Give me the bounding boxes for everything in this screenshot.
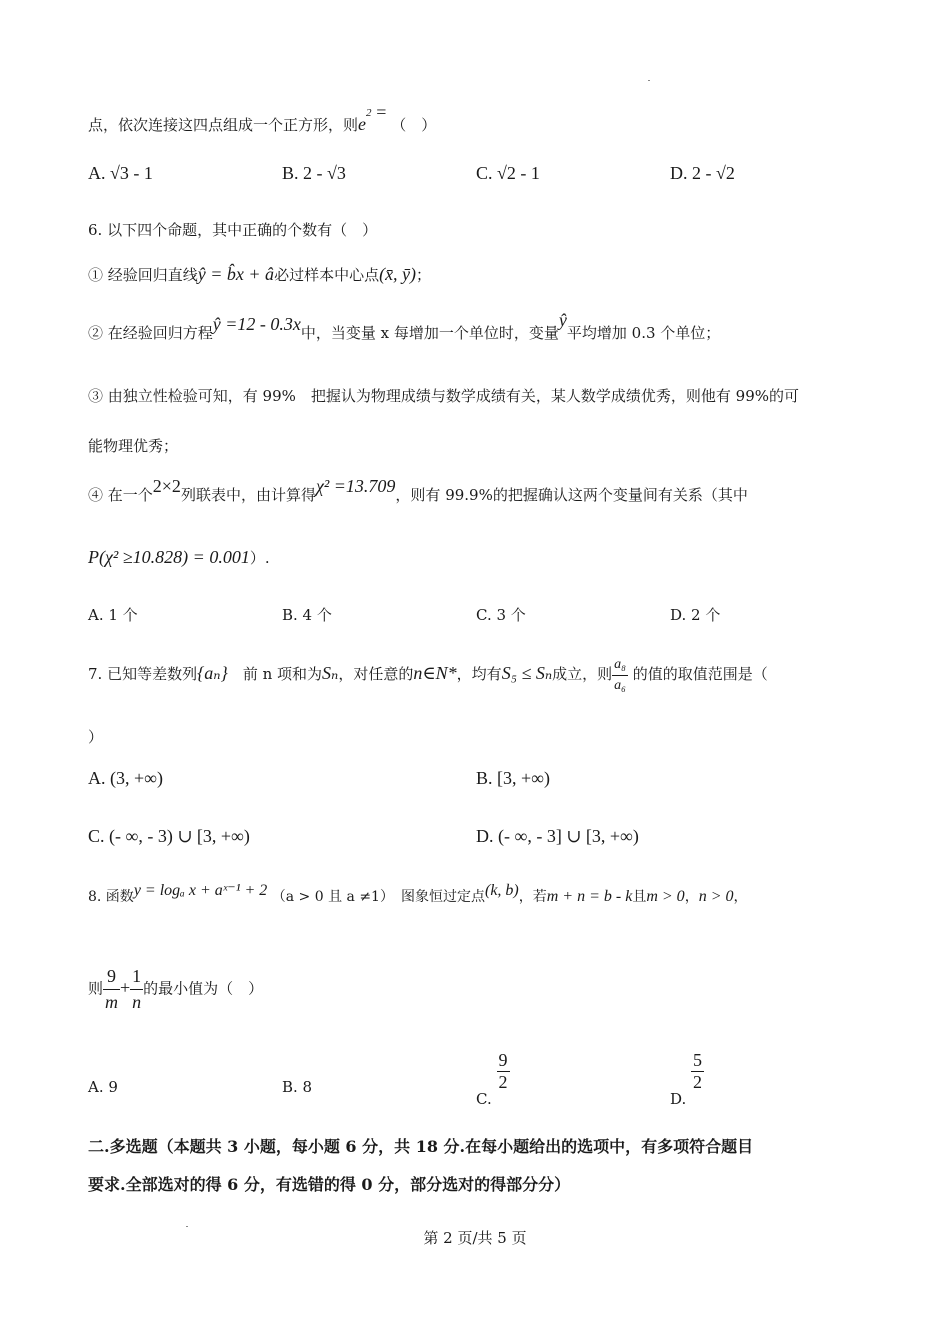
q8-function: y = logₐ x + aˣ⁻¹ + 2 <box>133 882 268 899</box>
q7-stem: 7. 已知等差数列{aₙ} 前 n 项和为Sₙ，对任意的n∈N*，均有S₅ ≤ Sₙ成立，则 $\frac{\text{a₈}}{\text{a₆}}$ 的值的取值范围是（ <box>88 655 862 695</box>
q6-item-2: ② 在经验回归方程ŷ =12 - 0.3x中，当变量 x 每增加一个单位时，变量ŷ平均增加 0.3 个单位； <box>88 310 721 342</box>
page-footer: 第 2 页/共 5 页 <box>423 1229 527 1247</box>
q5-option-d: D. 2 - √2 <box>670 163 735 183</box>
q5-option-b: B. 2 - √3 <box>282 163 346 183</box>
q6-item-4: ④ 在一个2×2列联表中，由计算得χ² =13.709，则有 99.9%的把握确认这两个变量间有关系（其中 <box>88 476 748 504</box>
q8-option-b: B. 8 <box>282 1078 313 1096</box>
q6-option-d: D. 2 个 <box>670 606 721 624</box>
q8-option-d: D. $\frac{5}{2}$ <box>670 1050 703 1108</box>
q6-item-3-line-1: ③ 由独立性检验可知，有 99% 把握认为物理成绩与数学成绩有关，某人数学成绩优秀，则他有 99%的可 <box>88 387 799 405</box>
section-2-heading-line-1: 二.多选题（本题共 3 小题，每小题 6 分，共 18 分.在每小题给出的选项中，有多项符合题目 <box>88 1137 754 1156</box>
q7-close: ） <box>88 728 104 746</box>
critical-probability: P(χ² ≥10.828) = 0.001 <box>88 547 250 567</box>
sample-center-point: (x̄, ȳ) <box>379 264 417 284</box>
q6-item-4-cont: P(χ² ≥10.828) = 0.001）. <box>88 547 270 567</box>
q5-tail-text: 点，依次连接这四点组成一个正方形，则 <box>88 116 359 134</box>
q5-option-c: C. √2 - 1 <box>476 163 540 183</box>
chi-square-value: χ² =13.709 <box>315 476 396 496</box>
q8-option-a: A. 9 <box>88 1078 118 1096</box>
q6-option-c: C. 3 个 <box>476 606 526 624</box>
q8-fraction-9-m: $\frac{9}{m}$ <box>105 966 119 1013</box>
q7-fraction: $\frac{\text{a₈}}{\text{a₆}}$ <box>614 657 627 693</box>
regression-equation: ŷ =12 - 0.3x <box>212 314 301 334</box>
q8-fraction-1-n: $\frac{1}{n}$ <box>132 966 142 1013</box>
q5-expr: $e^2$ <box>358 107 372 134</box>
q6-stem: 6. 以下四个命题，其中正确的个数有（ ） <box>88 221 378 239</box>
q6-option-a: A. 1 个 <box>88 606 138 624</box>
q6-option-b: B. 4 个 <box>282 606 332 624</box>
q7-option-d: D. (- ∞, - 3] ∪ [3, +∞) <box>476 826 639 846</box>
regression-line-formula: ŷ = b̂x + â <box>197 264 275 284</box>
q7-option-c: C. (- ∞, - 3) ∪ [3, +∞) <box>88 826 250 846</box>
scan-dot <box>648 80 650 81</box>
q8-option-c: C. $\frac{9}{2}$ <box>476 1050 508 1108</box>
q7-option-a: A. (3, +∞) <box>88 768 163 788</box>
q7-option-b: B. [3, +∞) <box>476 768 550 788</box>
q6-item-3-line-2: 能物理优秀； <box>88 437 179 455</box>
q8-stem: 8. 函数y = logₐ x + aˣ⁻¹ + 2 （a > 0 且 a ≠1） 图象恒过定点(k, b)，若m + n = b - k且m > 0，n > 0， <box>88 882 748 905</box>
q6-item-1: ① 经验回归直线ŷ = b̂x + â必过样本中心点(x̄, ȳ)； <box>88 264 432 284</box>
q8-cont: 则 $\frac{9}{m}$ + $\frac{1}{n}$ 的最小值为（ ） <box>88 964 862 1015</box>
q5-tail-line <box>88 102 862 137</box>
q5-expr-eq: = <box>376 102 387 122</box>
q5-paren: （ ） <box>391 116 437 134</box>
section-2-heading-line-2: 要求.全部选对的得 6 分，有选错的得 0 分，部分选对的得部分分） <box>88 1175 571 1194</box>
q5-option-a: A. √3 - 1 <box>88 163 153 183</box>
